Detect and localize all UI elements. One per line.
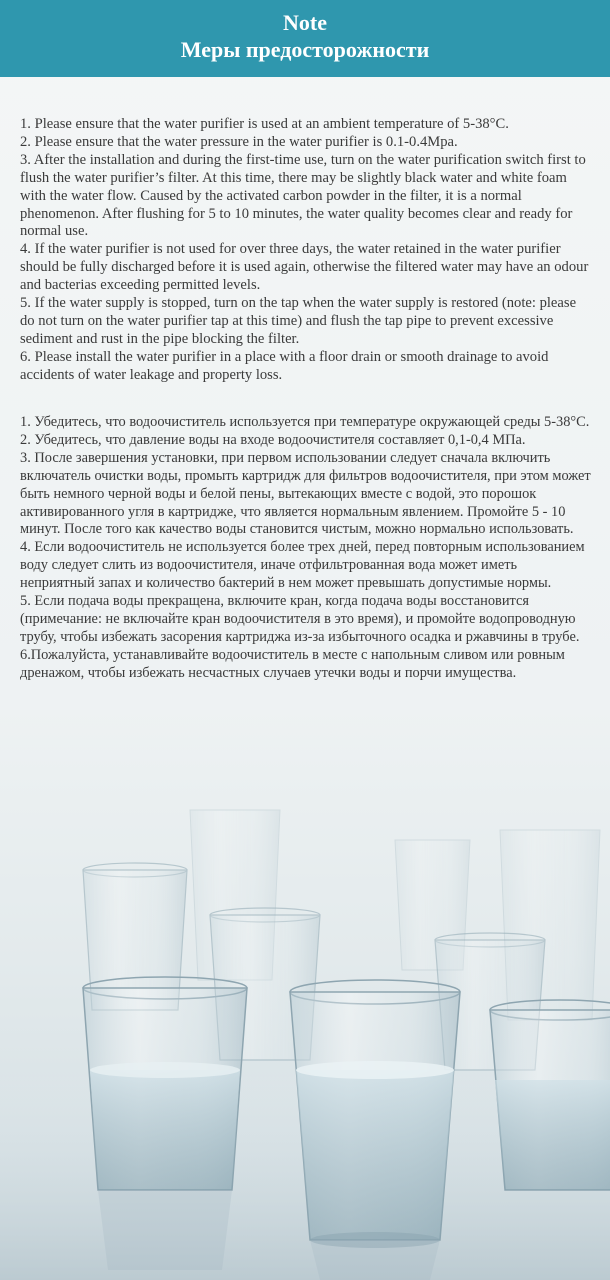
russian-instructions (20, 414, 592, 683)
header-title: Note (283, 10, 327, 35)
water-glasses-image (0, 770, 610, 1280)
english-item-6: 6. Please install the water purifier in a place with a floor drain or smooth drainage to avoid accidents of water leakage and property loss. (20, 348, 549, 383)
english-item-3: 3. After the installation and during the first-time use, turn on the water purification switch first to flush the water purifier’s filter. At this time, there may be slightly black water and white foam with the water flow. Caused by the activated carbon powder in the filter, it is a normal phenomenon. After flushing for 5 to 10 minutes, the water quality becomes clear and ready for normal use. (20, 151, 586, 240)
russian-item-5: 5. Если подача воды прекращена, включите кран, когда подача воды восстановится (примечание: не включайте кран водоочистителя в это время), и промойте водопроводную трубу, чтобы избежать засорения картриджа из-за избыточного осадка и ржавчины в трубе. (20, 593, 580, 645)
russian-item-6: 6.Пожалуйста, устанавливайте водоочиститель в месте с напольным сливом или ровным дренажом, чтобы избежать несчастных случаев утечки воды и порчи имущества. (20, 646, 565, 681)
english-instructions (20, 116, 592, 385)
russian-item-3: 3. После завершения установки, при первом использовании следует сначала включить включатель очистки воды, промыть картридж для фильтров водоочистителя, при этом может быть немного черной воды и белой пены, вытекающих вместе с водой, это порошок активированного угля в картридже, что является нормальным явлением. Промойте 5 - 10 минут. После того как качество воды становится чистым, можно нормально использовать. (20, 449, 591, 538)
english-item-5: 5. If the water supply is stopped, turn on the tap when the water supply is restored (note: please do not turn on the water purifier tap at this time) and flush the tap pipe to prevent excessive sediment and rust in the pipe blocking the filter. (20, 295, 577, 347)
english-item-4: 4. If the water purifier is not used for over three days, the water retained in the water purifier should be fully discharged before it is used again, otherwise the filtered water may have an odour and bacterias exceeding permitted levels. (20, 241, 589, 294)
header-banner (0, 0, 610, 77)
header-subtitle: Меры предосторожности (180, 37, 430, 62)
russian-item-2: 2. Убедитесь, что давление воды на входе водоочистителя составляет 0,1-0,4 МПа. (20, 431, 526, 448)
russian-item-4: 4. Если водоочиститель не используется более трех дней, перед повторным использованием воду следует слить из водоочистителя, иначе отфильтрованная вода может иметь неприятный запах и количество бактерий в нем может превышать допустимые нормы. (20, 539, 585, 592)
english-item-2: 2. Please ensure that the water pressure in the water purifier is 0.1-0.4Mpa. (20, 133, 458, 150)
english-item-1: 1. Please ensure that the water purifier is used at an ambient temperature of 5-38°C. (20, 116, 509, 132)
russian-item-1: 1. Убедитесь, что водоочиститель используется при температуре окружающей среды 5-38°C. (20, 414, 590, 430)
